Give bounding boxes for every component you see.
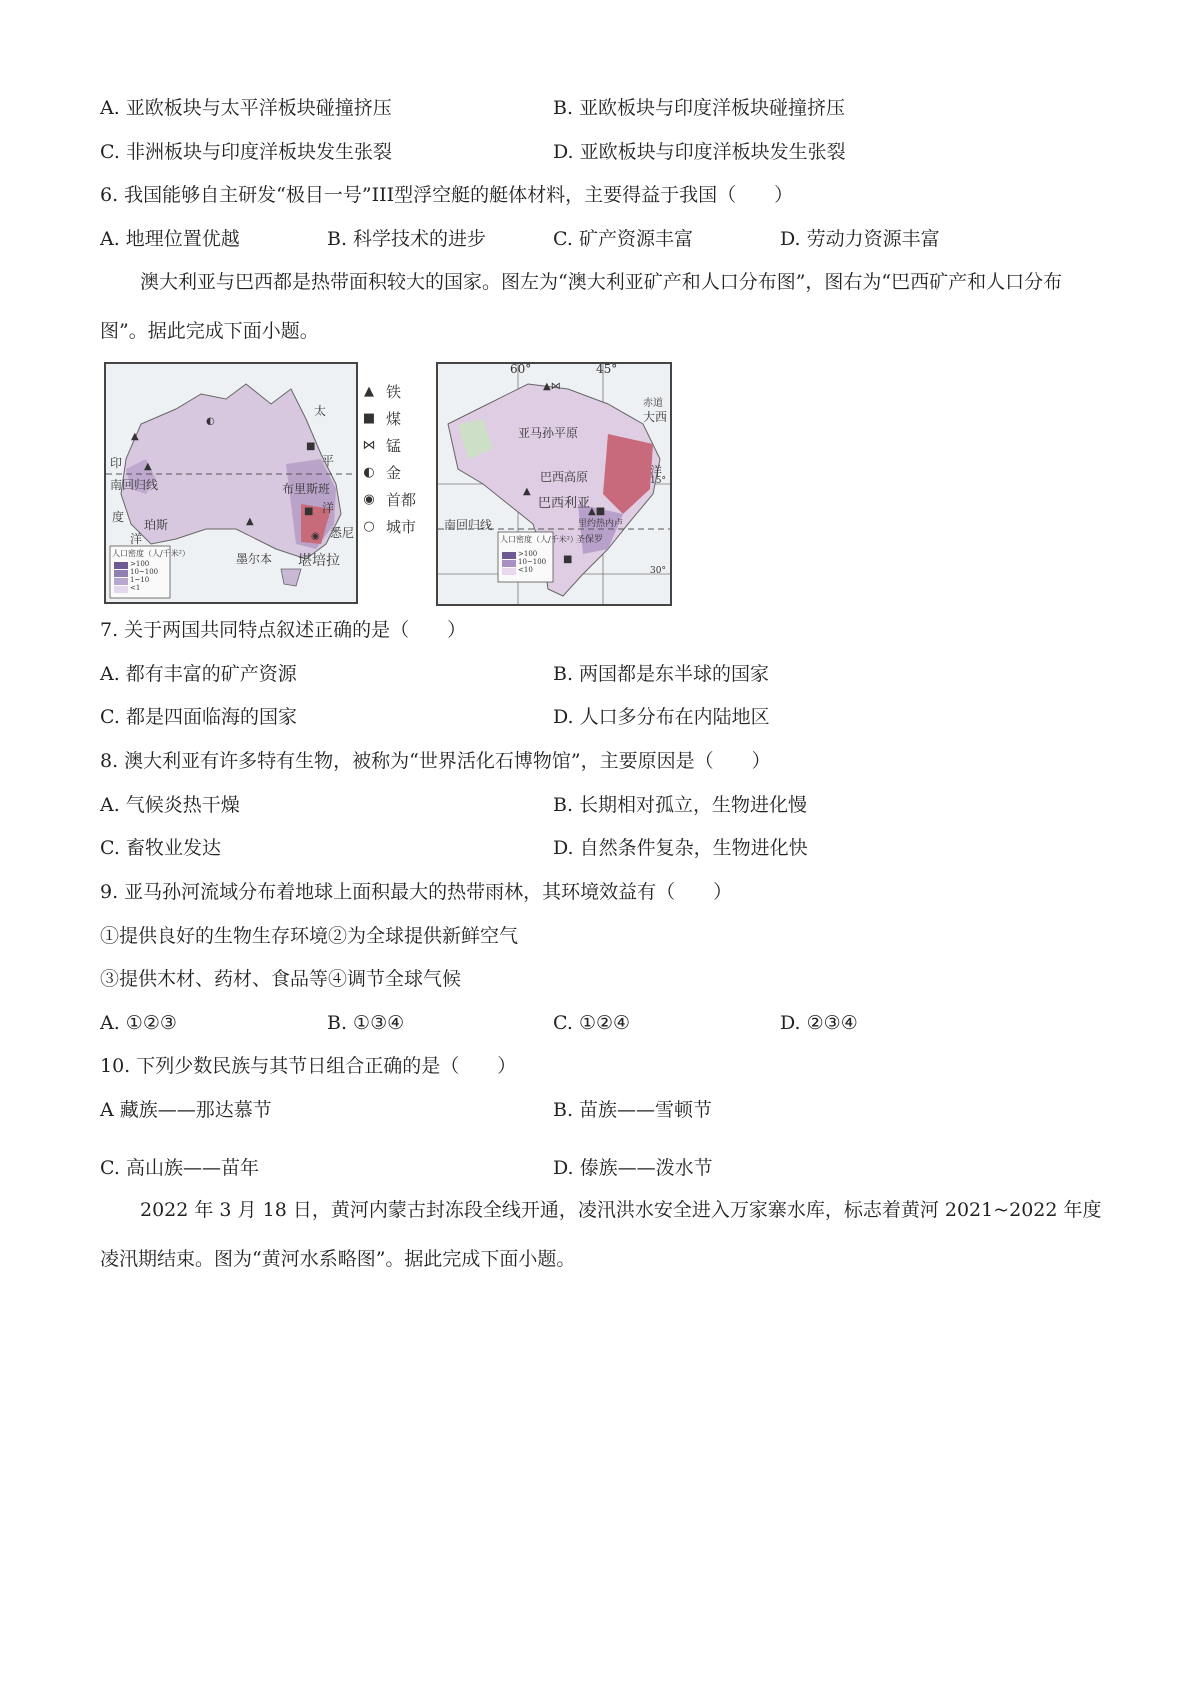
q6-option-c: C. 矿产资源丰富 (553, 228, 693, 250)
q7-stem: 7. 关于两国共同特点叙述正确的是（ ） (100, 619, 467, 641)
legend-item-manganese: ⋈ 锰 (362, 437, 402, 455)
city-icon: ○ (363, 519, 375, 534)
q10-stem: 10. 下列少数民族与其节日组合正确的是（ ） (100, 1055, 517, 1077)
map-label-lat30: 30° (650, 566, 666, 576)
svg-text:■: ■ (306, 441, 316, 452)
map-label-yang2: 洋 (130, 532, 143, 546)
map-label-saopaulo: 圣保罗 (576, 535, 604, 545)
q9-statement-line2: ③提供木材、药材、食品等④调节全球气候 (100, 968, 462, 990)
map-label-rio: 里约热内卢 (578, 519, 624, 529)
map-label-tai: 太 (314, 404, 327, 418)
map-label-tropic-left: 南回归线 (110, 478, 159, 492)
map-label-brasilia: 巴西利亚 (538, 496, 591, 511)
map-label-highland: 巴西高原 (540, 470, 589, 484)
map-label-equator: 赤道 (643, 398, 663, 409)
q8-stem: 8. 澳大利亚有许多特有生物，被称为“世界活化石博物馆”，主要原因是（ ） (100, 750, 771, 772)
map-right-legend-3: <10 (518, 566, 533, 574)
legend-item-city: ○ 城市 (363, 518, 417, 536)
q8-option-d: D. 自然条件复杂，生物进化快 (553, 837, 808, 859)
map-label-amazon: 亚马孙平原 (518, 426, 579, 440)
map-left-legend-1: >100 (130, 560, 150, 568)
brazil-map (436, 362, 672, 606)
q7-option-c: C. 都是四面临海的国家 (100, 706, 297, 728)
q9-statement-line1: ①提供良好的生物生存环境②为全球提供新鲜空气 (100, 925, 519, 947)
map-label-atlantic1: 大西 (643, 410, 668, 424)
svg-text:▲⋈: ▲⋈ (543, 381, 561, 392)
map-label-sydney: 悉尼 (330, 526, 355, 540)
legend-item-gold: ◐ 金 (363, 464, 402, 482)
svg-text:▲: ▲ (523, 486, 531, 497)
svg-text:▲: ▲ (144, 461, 152, 472)
q7-option-b: B. 两国都是东半球的国家 (553, 663, 770, 685)
map-label-yin: 印 (110, 456, 123, 470)
australia-map (104, 362, 358, 604)
q6-stem: 6. 我国能够自主研发“极目一号”III型浮空艇的艇体材料，主要得益于我国（ ） (100, 184, 794, 206)
map-label-perth: 珀斯 (144, 518, 169, 532)
map-left-legend-4: <1 (130, 584, 141, 592)
svg-text:■: ■ (304, 506, 314, 517)
q10-option-b: B. 苗族——雪顿节 (553, 1099, 713, 1121)
coal-icon: ■ (362, 411, 376, 426)
q5-option-b: B. 亚欧板块与印度洋板块碰撞挤压 (553, 97, 846, 119)
q9-option-b: B. ①③④ (327, 1012, 405, 1034)
map-label-yang: 洋 (322, 501, 335, 515)
q8-option-b: B. 长期相对孤立，生物进化慢 (553, 794, 808, 816)
svg-text:▲■: ▲■ (588, 506, 606, 517)
q8-option-c: C. 畜牧业发达 (100, 837, 221, 859)
map-label-brisbane: 布里斯班 (282, 482, 331, 496)
q9-option-a: A. ①②③ (100, 1012, 177, 1034)
intro-paragraph-7-9: 澳大利亚与巴西都是热带面积较大的国家。图左为“澳大利亚矿产和人口分布图”，图右为“巴西矿产和人口分布图”。据此完成下面小题。 (100, 271, 1063, 342)
svg-text:■: ■ (563, 554, 573, 565)
q5-option-d: D. 亚欧板块与印度洋板块发生张裂 (553, 141, 846, 163)
map-label-tropic-right: 南回归线 (444, 518, 493, 532)
map-label-lon45: 45° (596, 362, 618, 376)
manganese-icon: ⋈ (362, 438, 376, 453)
capital-icon: ◉ (363, 492, 375, 507)
map-label-atlantic2: 洋 (650, 464, 663, 478)
q5-option-c: C. 非洲板块与印度洋板块发生张裂 (100, 141, 392, 163)
q9-option-c: C. ①②④ (553, 1012, 631, 1034)
intro-paragraph-11: 2022 年 3 月 18 日，黄河内蒙古封冻段全线开通，凌汛洪水安全进入万家寨水库，标志着黄河 2021~2022 年度凌汛期结束。图为“黄河水系略图”。据此完成下面小题。 (100, 1199, 1102, 1270)
svg-text:▲: ▲ (131, 431, 139, 442)
q10-option-d: D. 傣族——泼水节 (553, 1157, 713, 1179)
q5-option-a: A. 亚欧板块与太平洋板块碰撞挤压 (100, 97, 392, 119)
q7-option-d: D. 人口多分布在内陆地区 (553, 706, 770, 728)
svg-text:◐: ◐ (206, 416, 215, 427)
legend-item-iron: ▲ 铁 (364, 383, 402, 401)
q6-option-a: A. 地理位置优越 (100, 228, 240, 250)
q8-option-a: A. 气候炎热干燥 (100, 794, 240, 816)
legend-item-capital: ◉ 首都 (363, 491, 417, 509)
q10-option-c: C. 高山族——苗年 (100, 1157, 259, 1179)
map-left-legend-title: 人口密度（人/千米²） (112, 549, 190, 558)
map-label-ping: 平 (322, 454, 335, 468)
map-right-legend-1: >100 (518, 550, 538, 558)
map-label-canberra: 堪培拉 (298, 553, 340, 569)
map-right-legend-2: 10~100 (518, 558, 547, 566)
iron-icon: ▲ (364, 384, 374, 399)
map-label-du: 度 (112, 510, 125, 524)
map-right-legend-title: 人口密度（人/千米²） (500, 535, 578, 544)
svg-text:▲: ▲ (246, 516, 254, 527)
map-legend (362, 378, 416, 540)
svg-text:◉: ◉ (311, 531, 320, 542)
gold-icon: ◐ (363, 465, 375, 480)
legend-item-coal: ■ 煤 (362, 410, 402, 428)
map-left-legend-2: 10~100 (130, 568, 159, 576)
map-left-legend-3: 1~10 (130, 576, 150, 584)
q10-option-a: A 藏族——那达慕节 (100, 1099, 272, 1121)
q9-stem: 9. 亚马孙河流域分布着地球上面积最大的热带雨林，其环境效益有（ ） (100, 881, 733, 903)
q6-option-d: D. 劳动力资源丰富 (780, 228, 940, 250)
q7-option-a: A. 都有丰富的矿产资源 (100, 663, 297, 685)
map-label-melbourne: 墨尔本 (236, 552, 273, 566)
q9-option-d: D. ②③④ (780, 1012, 858, 1034)
map-label-lon60: 60° (510, 362, 532, 376)
q6-option-b: B. 科学技术的进步 (327, 228, 487, 250)
map-label-lat15: 15° (650, 476, 666, 486)
